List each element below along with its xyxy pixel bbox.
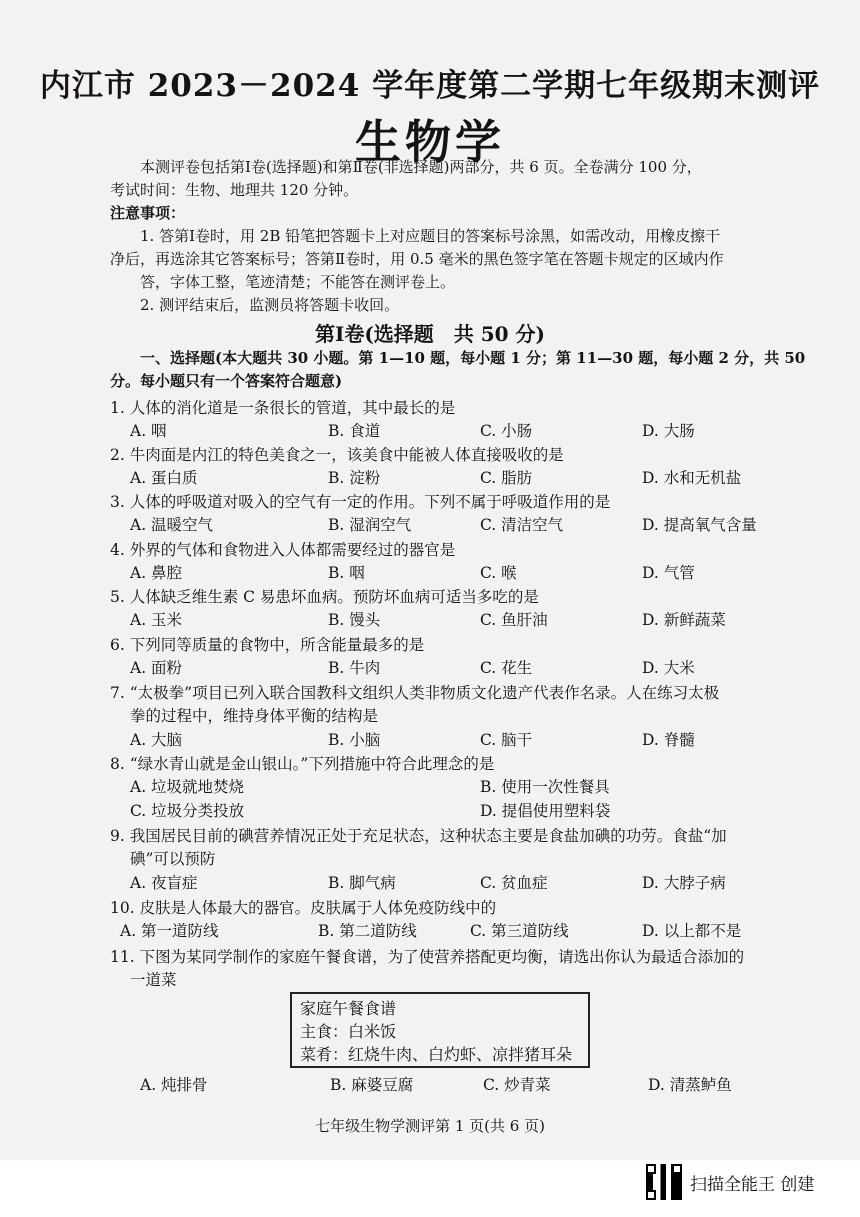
notice-1b: 净后，再选涂其它答案标号；答第Ⅱ卷时，用 0.5 毫米的黑色签字笔在答题卡规定的区域内作 xyxy=(110,250,724,268)
option: C. 清洁空气 xyxy=(480,516,564,534)
question-9-cont: 碘”可以预防 xyxy=(130,850,216,868)
subject-title: 生物学 xyxy=(355,115,505,169)
option: B. 淀粉 xyxy=(328,469,381,487)
option: D. 气管 xyxy=(642,564,695,582)
option: C. 小肠 xyxy=(480,422,533,440)
option: A. 鼻腔 xyxy=(130,564,183,582)
option: A. 垃圾就地焚烧 xyxy=(130,778,245,796)
notice-label: 注意事项： xyxy=(110,204,186,222)
question-9: 9. 我国居民目前的碘营养情况正处于充足状态，这种状态主要是食盐加碘的功劳。食盐“加 xyxy=(110,827,727,845)
option: D. 大脖子病 xyxy=(642,874,726,892)
scanner-label: 扫描全能王 创建 xyxy=(690,1175,815,1195)
question-3: 3. 人体的呼吸道对吸入的空气有一定的作用。下列不属于呼吸道作用的是 xyxy=(110,493,611,511)
option: A. 大脑 xyxy=(130,731,183,749)
options-8-row-1 xyxy=(130,775,790,797)
option: A. 第一道防线 xyxy=(120,922,219,940)
option: C. 第三道防线 xyxy=(470,922,569,940)
option: D. 新鲜蔬菜 xyxy=(642,611,726,629)
notice-2: 2. 测评结束后，监测员将答题卡收回。 xyxy=(140,296,400,314)
options-6 xyxy=(130,656,790,678)
options-3 xyxy=(130,513,790,535)
option: A. 玉米 xyxy=(130,611,183,629)
option: A. 温暖空气 xyxy=(130,516,214,534)
part-1-title: 第Ⅰ卷(选择题 共 50 分) xyxy=(314,322,546,346)
question-5: 5. 人体缺乏维生素 C 易患坏血病。预防坏血病可适当多吃的是 xyxy=(110,588,539,606)
option: B. 脚气病 xyxy=(328,874,396,892)
menu-title: 家庭午餐食谱 xyxy=(300,999,397,1018)
options-2 xyxy=(130,466,790,488)
question-7: 7. “太极拳”项目已列入联合国教科文组织人类非物质文化遗产代表作名录。人在练习太极 xyxy=(110,684,720,702)
question-11: 11. 下图为某同学制作的家庭午餐食谱，为了使营养搭配更均衡，请选出你认为最适合添加的 xyxy=(110,948,745,966)
option: B. 咽 xyxy=(328,564,365,582)
intro-line-1: 本测评卷包括第Ⅰ卷(选择题)和第Ⅱ卷(非选择题)两部分，共 6 页。全卷满分 100 分， xyxy=(140,158,702,176)
question-10: 10. 皮肤是人体最大的器官。皮肤属于人体免疫防线中的 xyxy=(110,899,497,917)
option: A. 蛋白质 xyxy=(130,469,198,487)
option: B. 第二道防线 xyxy=(318,922,417,940)
lunch-menu-box xyxy=(290,992,590,1068)
question-7-cont: 拳的过程中，维持身体平衡的结构是 xyxy=(130,707,379,725)
options-4 xyxy=(130,561,790,583)
option: A. 炖排骨 xyxy=(140,1076,208,1094)
option: B. 食道 xyxy=(328,422,381,440)
option: D. 提倡使用塑料袋 xyxy=(480,802,611,820)
option: C. 花生 xyxy=(480,659,533,677)
options-7 xyxy=(130,728,790,750)
page-footer: 七年级生物学测评第 1 页(共 6 页) xyxy=(315,1117,545,1135)
question-8: 8. “绿水青山就是金山银山。”下列措施中符合此理念的是 xyxy=(110,755,495,773)
option: D. 脊髓 xyxy=(642,731,695,749)
option: C. 脂肪 xyxy=(480,469,533,487)
option: B. 小脑 xyxy=(328,731,381,749)
section-head-1: 一、选择题(本大题共 30 小题。第 1—10 题，每小题 1 分；第 11—30 题，每小题 2 分，共 50 xyxy=(140,349,806,367)
question-11-cont: 一道菜 xyxy=(130,971,177,989)
options-5 xyxy=(130,608,790,630)
option: B. 湿润空气 xyxy=(328,516,412,534)
options-9 xyxy=(130,871,790,893)
option: C. 贫血症 xyxy=(480,874,548,892)
question-2: 2. 牛肉面是内江的特色美食之一，该美食中能被人体直接吸收的是 xyxy=(110,446,564,464)
option: C. 鱼肝油 xyxy=(480,611,548,629)
option: B. 馒头 xyxy=(328,611,381,629)
option: D. 水和无机盐 xyxy=(642,469,742,487)
intro-line-2: 考试时间：生物、地理共 120 分钟。 xyxy=(110,181,359,199)
option: D. 大米 xyxy=(642,659,695,677)
option: C. 炒青菜 xyxy=(483,1076,551,1094)
option: B. 使用一次性餐具 xyxy=(480,778,610,796)
options-10 xyxy=(120,919,790,941)
scanner-watermark xyxy=(646,1162,846,1202)
option: C. 垃圾分类投放 xyxy=(130,802,245,820)
options-1 xyxy=(130,419,790,441)
option: C. 脑干 xyxy=(480,731,533,749)
option: D. 大肠 xyxy=(642,422,695,440)
exam-title: 内江市 2023－2024 学年度第二学期七年级期末测评 xyxy=(39,68,821,104)
question-1: 1. 人体的消化道是一条很长的管道，其中最长的是 xyxy=(110,399,456,417)
option: A. 夜盲症 xyxy=(130,874,198,892)
question-6: 6. 下列同等质量的食物中，所含能量最多的是 xyxy=(110,636,425,654)
menu-staple: 主食：白米饭 xyxy=(300,1022,397,1041)
option: A. 咽 xyxy=(130,422,167,440)
qr-code-icon xyxy=(646,1164,682,1200)
notice-1a: 1. 答第Ⅰ卷时，用 2B 铅笔把答题卡上对应题目的答案标号涂黑，如需改动，用橡皮擦干 xyxy=(140,227,721,245)
notice-1c: 答，字体工整，笔迹清楚；不能答在测评卷上。 xyxy=(140,273,456,291)
menu-dishes: 菜肴：红烧牛肉、白灼虾、凉拌猪耳朵 xyxy=(300,1045,573,1064)
option: B. 麻婆豆腐 xyxy=(330,1076,414,1094)
option: D. 以上都不是 xyxy=(642,922,742,940)
option: B. 牛肉 xyxy=(328,659,381,677)
section-head-2: 分。每小题只有一个答案符合题意) xyxy=(110,372,343,390)
option: C. 喉 xyxy=(480,564,517,582)
question-4: 4. 外界的气体和食物进入人体都需要经过的器官是 xyxy=(110,541,456,559)
option: D. 清蒸鲈鱼 xyxy=(648,1076,732,1094)
option: D. 提高氧气含量 xyxy=(642,516,757,534)
options-8-row-2 xyxy=(130,799,790,821)
options-11 xyxy=(140,1073,800,1095)
option: A. 面粉 xyxy=(130,659,183,677)
